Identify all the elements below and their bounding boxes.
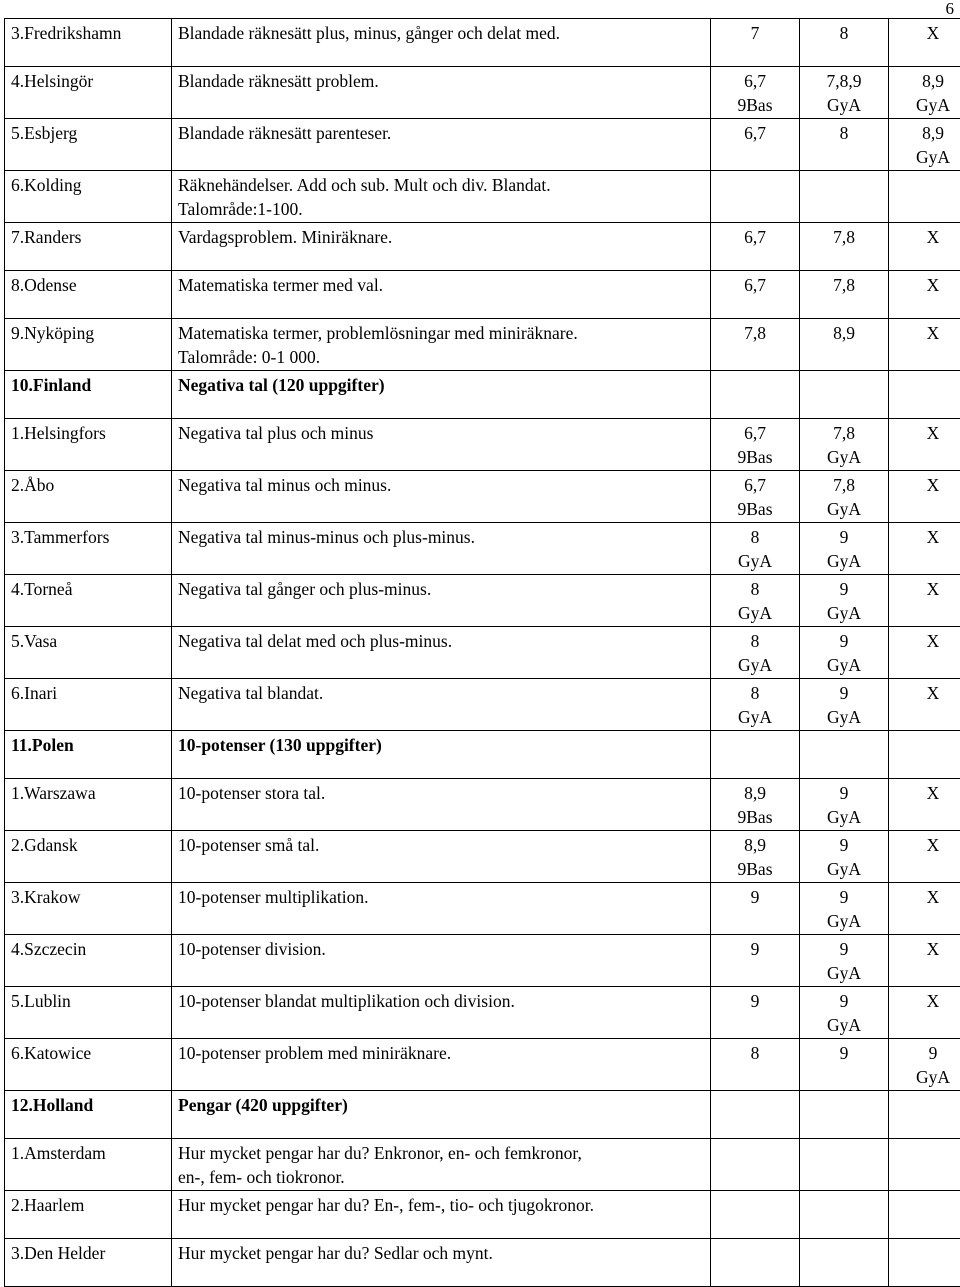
description-line: 10-potenser division. <box>178 937 707 961</box>
level-cell-2 <box>800 523 889 575</box>
level-cell-1 <box>711 471 800 523</box>
level-value: 7 <box>713 21 797 45</box>
level-cell-2 <box>800 371 889 419</box>
exercise-name: 2.Gdansk <box>5 831 172 883</box>
level-value: X <box>891 629 960 653</box>
level-cell-2 <box>800 319 889 371</box>
exercise-name: 4.Szczecin <box>5 935 172 987</box>
level-cell-2 <box>800 419 889 471</box>
table-row <box>5 223 960 271</box>
level-cell-3 <box>889 1039 960 1091</box>
level-value: GyA <box>802 549 886 573</box>
exercise-name: 2.Åbo <box>5 471 172 523</box>
description-line: Negativa tal minus-minus och plus-minus. <box>178 525 707 549</box>
level-value: GyA <box>802 653 886 677</box>
level-cell-1 <box>711 1191 800 1239</box>
table-row <box>5 171 960 223</box>
exercise-name: 4.Torneå <box>5 575 172 627</box>
exercise-description <box>172 419 711 471</box>
level-value: 8,9 <box>802 321 886 345</box>
level-value: X <box>891 681 960 705</box>
table-row <box>5 271 960 319</box>
exercise-name: 10.Finland <box>5 371 172 419</box>
level-cell-3 <box>889 19 960 67</box>
table-row <box>5 1039 960 1091</box>
level-value: 8 <box>713 577 797 601</box>
level-cell-2 <box>800 731 889 779</box>
section-row <box>5 371 960 419</box>
level-value: 9 <box>802 577 886 601</box>
level-cell-2 <box>800 1239 889 1287</box>
level-cell-2 <box>800 883 889 935</box>
level-cell-2 <box>800 471 889 523</box>
level-cell-3 <box>889 1091 960 1139</box>
level-cell-3 <box>889 831 960 883</box>
level-cell-3 <box>889 1191 960 1239</box>
level-cell-2 <box>800 679 889 731</box>
exercise-description <box>172 627 711 679</box>
level-value: X <box>891 225 960 249</box>
level-cell-2 <box>800 1139 889 1191</box>
table-row <box>5 575 960 627</box>
exercise-name: 1.Warszawa <box>5 779 172 831</box>
table-row <box>5 523 960 575</box>
level-value: GyA <box>891 93 960 117</box>
exercise-description <box>172 779 711 831</box>
level-value: 9 <box>802 833 886 857</box>
level-value: 7,8,9 <box>802 69 886 93</box>
exercise-name: 5.Vasa <box>5 627 172 679</box>
level-cell-3 <box>889 1139 960 1191</box>
description-line: Hur mycket pengar har du? En-, fem-, tio- och tjugokronor. <box>178 1193 707 1217</box>
exercise-description <box>172 371 711 419</box>
description-line: Räknehändelser. Add och sub. Mult och div. Blandat. <box>178 173 707 197</box>
exercise-name: 5.Lublin <box>5 987 172 1039</box>
level-cell-1 <box>711 987 800 1039</box>
exercise-description <box>172 223 711 271</box>
level-cell-2 <box>800 575 889 627</box>
exercise-description <box>172 1039 711 1091</box>
exercise-name: 6.Katowice <box>5 1039 172 1091</box>
level-value: 8 <box>802 21 886 45</box>
exercise-name: 3.Tammerfors <box>5 523 172 575</box>
exercise-description <box>172 731 711 779</box>
description-line: 10-potenser multiplikation. <box>178 885 707 909</box>
level-value: GyA <box>713 705 797 729</box>
level-cell-3 <box>889 935 960 987</box>
level-cell-2 <box>800 271 889 319</box>
level-value: GyA <box>802 857 886 881</box>
description-line: 10-potenser problem med miniräknare. <box>178 1041 707 1065</box>
level-cell-2 <box>800 935 889 987</box>
level-cell-1 <box>711 935 800 987</box>
level-cell-3 <box>889 471 960 523</box>
level-value: 9 <box>802 1041 886 1065</box>
level-value: 8 <box>802 121 886 145</box>
level-cell-2 <box>800 171 889 223</box>
exercise-name: 9.Nyköping <box>5 319 172 371</box>
description-line: Negativa tal (120 uppgifter) <box>178 373 707 397</box>
level-value: X <box>891 273 960 297</box>
exercise-name: 1.Helsingfors <box>5 419 172 471</box>
level-value: GyA <box>713 549 797 573</box>
level-value: 8 <box>713 681 797 705</box>
level-value: 6,7 <box>713 473 797 497</box>
level-cell-1 <box>711 67 800 119</box>
level-value: 9 <box>802 629 886 653</box>
exercise-description <box>172 1191 711 1239</box>
level-value: X <box>891 321 960 345</box>
table-row <box>5 935 960 987</box>
exercise-description <box>172 67 711 119</box>
level-cell-2 <box>800 627 889 679</box>
level-cell-1 <box>711 523 800 575</box>
description-line: Hur mycket pengar har du? Enkronor, en- och femkronor, <box>178 1141 707 1165</box>
level-value: 9 <box>802 885 886 909</box>
description-line: Negativa tal blandat. <box>178 681 707 705</box>
level-cell-3 <box>889 223 960 271</box>
level-cell-1 <box>711 831 800 883</box>
level-value: 8,9 <box>713 781 797 805</box>
level-value: 9 <box>802 681 886 705</box>
level-cell-3 <box>889 419 960 471</box>
level-value: 9 <box>713 989 797 1013</box>
exercise-description <box>172 935 711 987</box>
level-cell-1 <box>711 1139 800 1191</box>
description-line: Negativa tal gånger och plus-minus. <box>178 577 707 601</box>
level-value: 6,7 <box>713 69 797 93</box>
level-cell-1 <box>711 679 800 731</box>
description-line: Blandade räknesätt parenteser. <box>178 121 707 145</box>
page-number: 6 <box>946 0 955 18</box>
level-cell-1 <box>711 223 800 271</box>
exercise-name: 3.Fredrikshamn <box>5 19 172 67</box>
level-value: 9Bas <box>713 805 797 829</box>
level-cell-1 <box>711 119 800 171</box>
level-value: 8,9 <box>891 121 960 145</box>
level-cell-1 <box>711 575 800 627</box>
level-cell-3 <box>889 883 960 935</box>
level-value: 7,8 <box>802 225 886 249</box>
level-cell-3 <box>889 779 960 831</box>
level-value: 9 <box>802 525 886 549</box>
exercise-description <box>172 523 711 575</box>
exercise-description <box>172 271 711 319</box>
description-line: Matematiska termer med val. <box>178 273 707 297</box>
level-cell-3 <box>889 627 960 679</box>
level-value: X <box>891 937 960 961</box>
level-cell-1 <box>711 19 800 67</box>
exercise-name: 8.Odense <box>5 271 172 319</box>
level-cell-3 <box>889 731 960 779</box>
exercise-name: 12.Holland <box>5 1091 172 1139</box>
level-value: 6,7 <box>713 273 797 297</box>
level-cell-3 <box>889 679 960 731</box>
level-cell-1 <box>711 419 800 471</box>
level-value: X <box>891 21 960 45</box>
level-value: 6,7 <box>713 421 797 445</box>
level-value: X <box>891 525 960 549</box>
level-value: 6,7 <box>713 225 797 249</box>
description-line: Blandade räknesätt problem. <box>178 69 707 93</box>
level-value: 9Bas <box>713 497 797 521</box>
level-value: GyA <box>713 653 797 677</box>
table-row <box>5 1139 960 1191</box>
level-value: 9 <box>713 885 797 909</box>
level-value: GyA <box>891 145 960 169</box>
level-value: X <box>891 421 960 445</box>
level-value: 9 <box>891 1041 960 1065</box>
table-row <box>5 19 960 67</box>
level-value: 9 <box>802 781 886 805</box>
level-value: X <box>891 473 960 497</box>
level-value: X <box>891 833 960 857</box>
table-row <box>5 471 960 523</box>
exercise-description <box>172 119 711 171</box>
level-cell-3 <box>889 371 960 419</box>
exercise-name: 6.Kolding <box>5 171 172 223</box>
level-value: 8,9 <box>713 833 797 857</box>
level-cell-2 <box>800 987 889 1039</box>
table-row <box>5 987 960 1039</box>
exercise-name: 6.Inari <box>5 679 172 731</box>
exercise-name: 3.Den Helder <box>5 1239 172 1287</box>
level-value: GyA <box>802 805 886 829</box>
level-value: X <box>891 781 960 805</box>
level-cell-1 <box>711 1039 800 1091</box>
exercise-description <box>172 319 711 371</box>
level-cell-2 <box>800 223 889 271</box>
description-line: 10-potenser små tal. <box>178 833 707 857</box>
table-row <box>5 627 960 679</box>
exercise-description <box>172 471 711 523</box>
level-cell-1 <box>711 171 800 223</box>
level-cell-3 <box>889 67 960 119</box>
level-value: GyA <box>802 1013 886 1037</box>
level-value: GyA <box>802 601 886 625</box>
table-row <box>5 679 960 731</box>
level-cell-2 <box>800 119 889 171</box>
level-cell-1 <box>711 371 800 419</box>
level-value: 9Bas <box>713 857 797 881</box>
level-cell-3 <box>889 523 960 575</box>
level-cell-1 <box>711 731 800 779</box>
exercise-description <box>172 831 711 883</box>
exercise-description <box>172 987 711 1039</box>
exercise-name: 7.Randers <box>5 223 172 271</box>
level-cell-1 <box>711 1091 800 1139</box>
exercise-description <box>172 883 711 935</box>
level-value: 9 <box>802 989 886 1013</box>
exercise-description <box>172 679 711 731</box>
description-line: Talområde:1-100. <box>178 197 707 221</box>
exercise-name: 5.Esbjerg <box>5 119 172 171</box>
level-cell-2 <box>800 779 889 831</box>
level-value: X <box>891 885 960 909</box>
level-value: 8,9 <box>891 69 960 93</box>
level-cell-2 <box>800 19 889 67</box>
level-cell-1 <box>711 779 800 831</box>
level-cell-1 <box>711 319 800 371</box>
level-cell-1 <box>711 271 800 319</box>
exercise-name: 11.Polen <box>5 731 172 779</box>
level-cell-1 <box>711 627 800 679</box>
level-cell-3 <box>889 271 960 319</box>
level-value: 8 <box>713 525 797 549</box>
level-cell-2 <box>800 67 889 119</box>
level-value: X <box>891 577 960 601</box>
table-row <box>5 779 960 831</box>
exercise-name: 2.Haarlem <box>5 1191 172 1239</box>
description-line: Blandade räknesätt plus, minus, gånger och delat med. <box>178 21 707 45</box>
level-cell-2 <box>800 1091 889 1139</box>
level-cell-3 <box>889 171 960 223</box>
table-row <box>5 119 960 171</box>
description-line: 10-potenser stora tal. <box>178 781 707 805</box>
exercise-description <box>172 1239 711 1287</box>
description-line: Negativa tal minus och minus. <box>178 473 707 497</box>
table-row <box>5 1239 960 1287</box>
exercise-description <box>172 171 711 223</box>
description-line: 10-potenser (130 uppgifter) <box>178 733 707 757</box>
exercise-name: 1.Amsterdam <box>5 1139 172 1191</box>
level-cell-2 <box>800 831 889 883</box>
level-cell-3 <box>889 319 960 371</box>
description-line: 10-potenser blandat multiplikation och division. <box>178 989 707 1013</box>
level-value: GyA <box>802 961 886 985</box>
level-cell-2 <box>800 1191 889 1239</box>
level-value: GyA <box>802 93 886 117</box>
level-value: 8 <box>713 1041 797 1065</box>
level-cell-3 <box>889 1239 960 1287</box>
level-cell-3 <box>889 987 960 1039</box>
level-cell-3 <box>889 119 960 171</box>
level-cell-1 <box>711 883 800 935</box>
description-line: Pengar (420 uppgifter) <box>178 1093 707 1117</box>
description-line: en-, fem- och tiokronor. <box>178 1165 707 1189</box>
level-value: 7,8 <box>802 421 886 445</box>
description-line: Negativa tal plus och minus <box>178 421 707 445</box>
level-value: GyA <box>802 497 886 521</box>
table-row <box>5 831 960 883</box>
level-value: GyA <box>891 1065 960 1089</box>
exercise-name: 4.Helsingör <box>5 67 172 119</box>
level-value: 7,8 <box>802 473 886 497</box>
level-value: GyA <box>713 601 797 625</box>
level-value: X <box>891 989 960 1013</box>
table-row <box>5 1191 960 1239</box>
level-cell-3 <box>889 575 960 627</box>
level-value: 9Bas <box>713 445 797 469</box>
table-row <box>5 67 960 119</box>
table-row <box>5 419 960 471</box>
description-line: Negativa tal delat med och plus-minus. <box>178 629 707 653</box>
description-line: Vardagsproblem. Miniräknare. <box>178 225 707 249</box>
level-value: 6,7 <box>713 121 797 145</box>
level-value: GyA <box>802 705 886 729</box>
description-line: Talområde: 0-1 000. <box>178 345 707 369</box>
level-value: GyA <box>802 909 886 933</box>
level-value: 9 <box>802 937 886 961</box>
description-line: Matematiska termer, problemlösningar med miniräknare. <box>178 321 707 345</box>
table-row <box>5 883 960 935</box>
level-value: 9Bas <box>713 93 797 117</box>
exercise-description <box>172 1091 711 1139</box>
level-value: GyA <box>802 445 886 469</box>
level-value: 9 <box>713 937 797 961</box>
level-value: 8 <box>713 629 797 653</box>
level-value: 7,8 <box>802 273 886 297</box>
level-value: 7,8 <box>713 321 797 345</box>
exercise-table <box>4 18 960 1287</box>
exercise-description <box>172 19 711 67</box>
level-cell-1 <box>711 1239 800 1287</box>
level-cell-2 <box>800 1039 889 1091</box>
exercise-name: 3.Krakow <box>5 883 172 935</box>
table-row <box>5 319 960 371</box>
exercise-description <box>172 1139 711 1191</box>
section-row <box>5 731 960 779</box>
section-row <box>5 1091 960 1139</box>
description-line: Hur mycket pengar har du? Sedlar och mynt. <box>178 1241 707 1265</box>
exercise-description <box>172 575 711 627</box>
